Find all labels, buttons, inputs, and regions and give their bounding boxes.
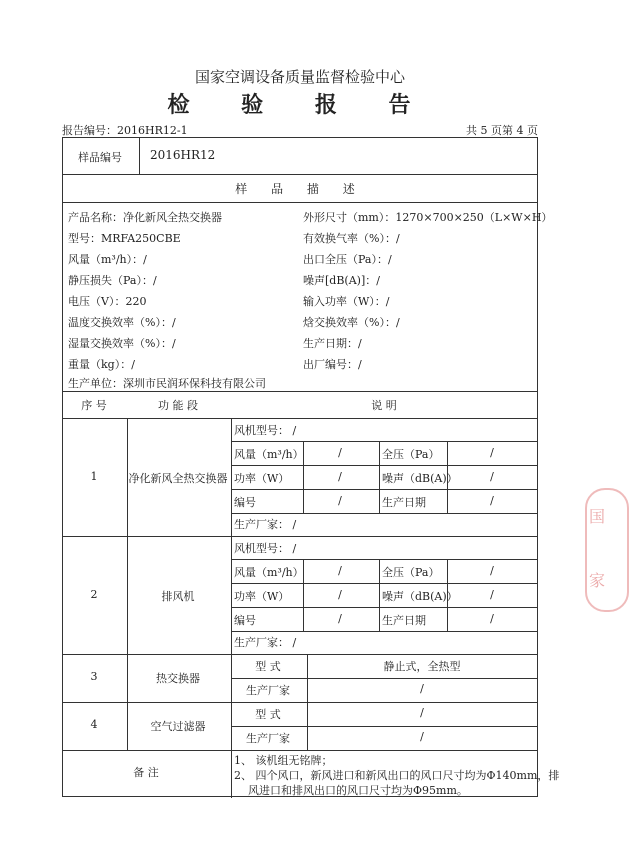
fan-maker: 生产厂家： /: [234, 636, 297, 649]
desc-static-loss: 静压损失（Pa）：/: [68, 274, 157, 287]
desc-voltage: 电压（V）：220: [68, 295, 147, 308]
page-info: 共 5 页第 4 页: [466, 124, 538, 137]
grid-value: /: [490, 588, 494, 601]
document-title: 检 验 报 告: [167, 93, 433, 118]
grid-value: /: [490, 446, 494, 459]
desc-temp-efficiency: 温度交换效率（%）：/: [68, 316, 176, 329]
desc-manufacturer: 生产单位：深圳市民润环保科技有限公司: [68, 377, 266, 390]
pair-value: 静止式，全热型: [383, 660, 461, 673]
row-section-name: 排风机: [161, 590, 195, 603]
sample-no-label: 样品编号: [78, 151, 122, 164]
grid-label: 生产日期: [382, 614, 426, 627]
divider: [63, 536, 537, 537]
grid-label: 噪声（dB(A)）: [382, 472, 458, 485]
grid-value: /: [338, 470, 342, 483]
grid-label: 风量（m³/h）: [234, 566, 304, 579]
desc-ventilation-rate: 有效换气率（%）：/: [303, 232, 400, 245]
grid-value: /: [338, 446, 342, 459]
row-section-name: 净化新风全热交换器: [128, 472, 228, 485]
divider: [63, 750, 537, 751]
grid-value: /: [338, 588, 342, 601]
row-no: 4: [90, 718, 98, 731]
th-section: 功 能 段: [158, 399, 198, 412]
th-no: 序 号: [81, 399, 107, 412]
desc-noise: 噪声[dB(A)]：/: [303, 274, 380, 287]
remarks-label: 备 注: [133, 766, 159, 779]
divider: [139, 138, 140, 174]
divider: [63, 702, 537, 703]
divider: [63, 654, 537, 655]
row-section-name: 热交换器: [156, 672, 200, 685]
pair-value: /: [420, 682, 424, 695]
stamp-char: 家: [589, 571, 606, 590]
grid-value: /: [490, 470, 494, 483]
report-number: 报告编号：2016HR12-1: [62, 124, 188, 137]
divider: [127, 418, 128, 750]
grid-value: /: [338, 564, 342, 577]
grid-label: 功率（W）: [234, 590, 290, 603]
desc-dimensions: 外形尺寸（mm）：1270×700×250（L×W×H）: [303, 211, 553, 224]
grid-label: 编号: [234, 496, 256, 509]
pair-label: 生产厂家: [246, 732, 290, 745]
th-description: 说 明: [371, 399, 397, 412]
organization-title: 国家空调设备质量监督检验中心: [194, 68, 405, 86]
section-title: 样 品 描 述: [235, 182, 365, 196]
row-no: 1: [90, 470, 98, 483]
desc-airflow: 风量（m³/h）：/: [68, 253, 147, 266]
remark-line: 2、 四个风口，新风进口和新风出口的风口尺寸均为Φ140mm，排: [234, 769, 560, 782]
pair-value: /: [420, 706, 424, 719]
row-section-name: 空气过滤器: [150, 720, 206, 733]
grid-label: 风量（m³/h）: [234, 448, 304, 461]
grid-value: /: [338, 612, 342, 625]
divider: [63, 174, 537, 175]
stamp-char: 国: [589, 507, 606, 526]
row-no: 3: [90, 670, 98, 683]
desc-serial-no: 出厂编号：/: [303, 358, 362, 371]
remark-line: 1、 该机组无铭牌；: [234, 754, 333, 767]
remark-line: 风进口和排风出口的风口尺寸均为Φ95mm。: [248, 784, 468, 797]
grid-value: /: [490, 564, 494, 577]
fan-maker: 生产厂家： /: [234, 518, 297, 531]
desc-outlet-pressure: 出口全压（Pa）：/: [303, 253, 392, 266]
pair-label: 型 式: [255, 708, 281, 721]
pair-label: 型 式: [255, 660, 281, 673]
desc-input-power: 输入功率（W）：/: [303, 295, 390, 308]
desc-humidity-efficiency: 湿量交换效率（%）：/: [68, 337, 176, 350]
grid-value: /: [490, 494, 494, 507]
grid-value: /: [338, 494, 342, 507]
fan-model: 风机型号： /: [234, 424, 297, 437]
grid-label: 全压（Pa）: [382, 448, 440, 461]
pair-label: 生产厂家: [246, 684, 290, 697]
red-seal-stamp: [585, 488, 629, 612]
grid-label: 生产日期: [382, 496, 426, 509]
divider: [63, 418, 537, 419]
desc-production-date: 生产日期：/: [303, 337, 362, 350]
divider: [63, 391, 537, 392]
desc-weight: 重量（kg）：/: [68, 358, 135, 371]
grid-label: 全压（Pa）: [382, 566, 440, 579]
grid-label: 编号: [234, 614, 256, 627]
grid-value: /: [490, 612, 494, 625]
grid-label: 功率（W）: [234, 472, 290, 485]
fan-model: 风机型号： /: [234, 542, 297, 555]
desc-enthalpy-efficiency: 焓交换效率（%）：/: [303, 316, 400, 329]
divider: [63, 202, 537, 203]
pair-value: /: [420, 730, 424, 743]
desc-product-name: 产品名称：净化新风全热交换器: [68, 211, 222, 224]
desc-model: 型号：MRFA250CBE: [68, 232, 181, 245]
row-no: 2: [90, 588, 98, 601]
grid-label: 噪声（dB(A)）: [382, 590, 458, 603]
sample-no-value: 2016HR12: [150, 148, 216, 162]
